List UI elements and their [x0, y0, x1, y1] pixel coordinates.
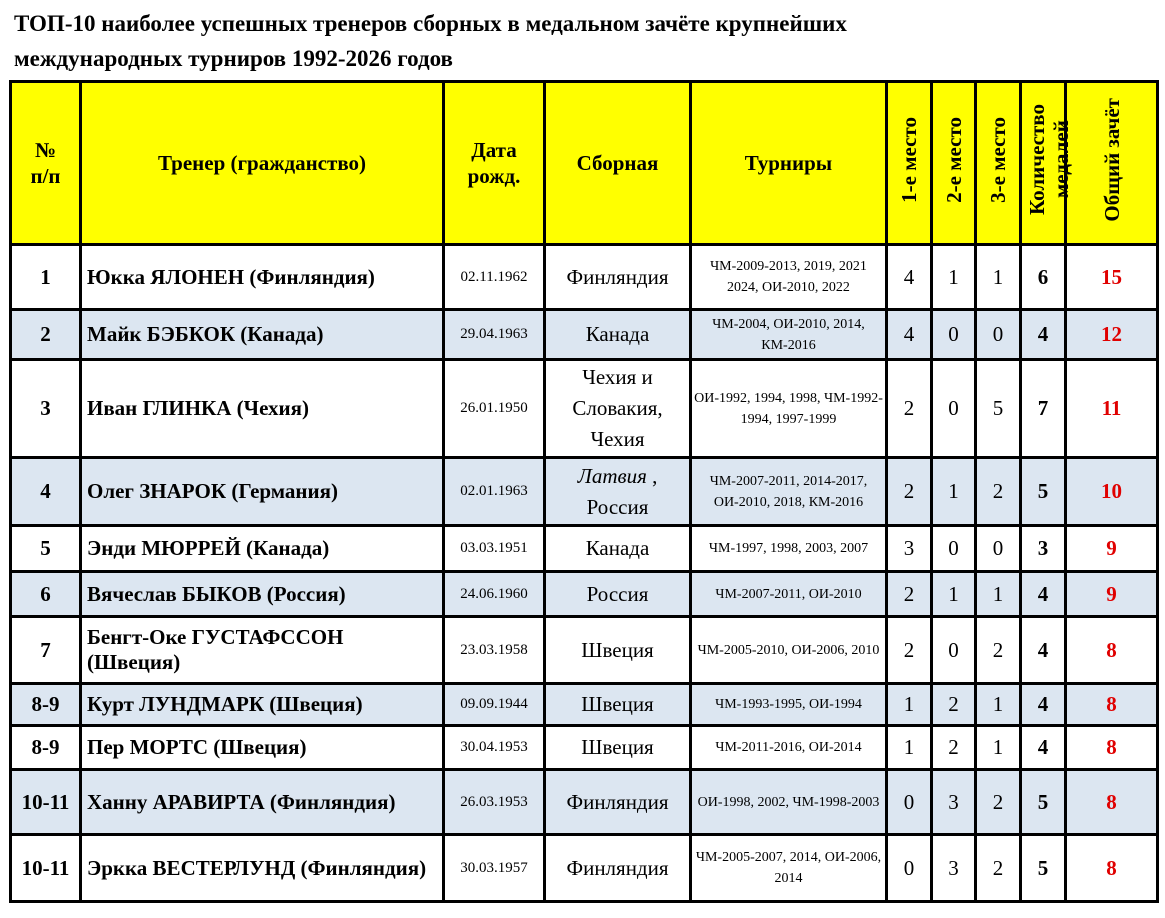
row-number: 6	[11, 572, 81, 617]
tournaments-list: ЧМ-2011-2016, ОИ-2014	[691, 726, 887, 770]
tournaments-list: ЧМ-2004, ОИ-2010, 2014, КМ-2016	[691, 310, 887, 360]
total-score: 8	[1066, 726, 1158, 770]
first-place-count: 4	[887, 245, 932, 310]
first-place-count: 2	[887, 617, 932, 684]
tournaments-list: ЧМ-2005-2007, 2014, ОИ-2006, 2014	[691, 835, 887, 902]
medal-count: 3	[1021, 526, 1066, 572]
second-place-count: 3	[932, 770, 976, 835]
third-place-count: 1	[976, 572, 1021, 617]
third-place-count: 1	[976, 684, 1021, 726]
tournaments-list: ЧМ-2007-2011, 2014-2017, ОИ-2010, 2018, КМ-2016	[691, 458, 887, 526]
row-number: 2	[11, 310, 81, 360]
total-score: 9	[1066, 572, 1158, 617]
first-place-count: 1	[887, 684, 932, 726]
birth-date: 24.06.1960	[444, 572, 545, 617]
birth-date: 30.03.1957	[444, 835, 545, 902]
row-number: 8-9	[11, 726, 81, 770]
tournaments-list: ОИ-1992, 1994, 1998, ЧМ-1992-1994, 1997-1999	[691, 360, 887, 458]
coach-name: Пер МОРТС (Швеция)	[81, 726, 444, 770]
tournaments-list: ЧМ-1997, 1998, 2003, 2007	[691, 526, 887, 572]
team-name: Латвия , Россия	[545, 458, 691, 526]
birth-date: 09.09.1944	[444, 684, 545, 726]
second-place-count: 2	[932, 684, 976, 726]
table-row	[11, 360, 1158, 458]
table-row	[11, 572, 1158, 617]
medal-count: 7	[1021, 360, 1066, 458]
first-place-count: 4	[887, 310, 932, 360]
team-name: Канада	[545, 526, 691, 572]
row-number: 5	[11, 526, 81, 572]
total-score: 8	[1066, 770, 1158, 835]
tournaments-list: ЧМ-2005-2010, ОИ-2006, 2010	[691, 617, 887, 684]
third-place-count: 5	[976, 360, 1021, 458]
coach-name: Иван ГЛИНКА (Чехия)	[81, 360, 444, 458]
tournaments-list: ОИ-1998, 2002, ЧМ-1998-2003	[691, 770, 887, 835]
table-row	[11, 835, 1158, 902]
first-place-count: 1	[887, 726, 932, 770]
header-team: Сборная	[545, 82, 691, 245]
third-place-count: 0	[976, 526, 1021, 572]
coach-name: Олег ЗНАРОК (Германия)	[81, 458, 444, 526]
table-row	[11, 526, 1158, 572]
second-place-count: 1	[932, 572, 976, 617]
header-tournaments: Турниры	[691, 82, 887, 245]
header-coach: Тренер (гражданство)	[81, 82, 444, 245]
medal-count: 5	[1021, 770, 1066, 835]
birth-date: 03.03.1951	[444, 526, 545, 572]
birth-date: 30.04.1953	[444, 726, 545, 770]
team-name: Канада	[545, 310, 691, 360]
table-row	[11, 684, 1158, 726]
second-place-count: 1	[932, 245, 976, 310]
third-place-count: 0	[976, 310, 1021, 360]
total-score: 15	[1066, 245, 1158, 310]
team-name: Россия	[545, 572, 691, 617]
row-number: 10-11	[11, 835, 81, 902]
first-place-count: 0	[887, 835, 932, 902]
coach-name: Майк БЭБКОК (Канада)	[81, 310, 444, 360]
tournaments-list: ЧМ-2009-2013, 2019, 2021 2024, ОИ-2010, 2022	[691, 245, 887, 310]
second-place-count: 0	[932, 360, 976, 458]
first-place-count: 0	[887, 770, 932, 835]
coach-name: Энди МЮРРЕЙ (Канада)	[81, 526, 444, 572]
team-name: Чехия и Словакия, Чехия	[545, 360, 691, 458]
table-row	[11, 617, 1158, 684]
medal-count: 6	[1021, 245, 1066, 310]
rankings-table	[9, 80, 1159, 903]
table-row	[11, 726, 1158, 770]
first-place-count: 2	[887, 360, 932, 458]
title-line-2: международных турниров 1992-2026 годов	[14, 46, 453, 71]
first-place-count: 2	[887, 572, 932, 617]
birth-date: 02.11.1962	[444, 245, 545, 310]
team-name: Финляндия	[545, 770, 691, 835]
total-score: 10	[1066, 458, 1158, 526]
team-name: Швеция	[545, 726, 691, 770]
medal-count: 5	[1021, 458, 1066, 526]
row-number: 10-11	[11, 770, 81, 835]
table-row	[11, 770, 1158, 835]
birth-date: 23.03.1958	[444, 617, 545, 684]
birth-date: 02.01.1963	[444, 458, 545, 526]
second-place-count: 1	[932, 458, 976, 526]
second-place-count: 0	[932, 526, 976, 572]
third-place-count: 2	[976, 770, 1021, 835]
header-num: № п/п	[11, 82, 81, 245]
birth-date: 26.03.1953	[444, 770, 545, 835]
coach-name: Ханну АРАВИРТА (Финляндия)	[81, 770, 444, 835]
header-row	[11, 82, 1158, 245]
row-number: 4	[11, 458, 81, 526]
medal-count: 4	[1021, 684, 1066, 726]
title-line-1: ТОП-10 наиболее успешных тренеров сборных в медальном зачёте крупнейших	[14, 11, 847, 36]
third-place-count: 1	[976, 245, 1021, 310]
second-place-count: 0	[932, 617, 976, 684]
tournaments-list: ЧМ-1993-1995, ОИ-1994	[691, 684, 887, 726]
team-name: Швеция	[545, 617, 691, 684]
third-place-count: 2	[976, 458, 1021, 526]
coach-name: Вячеслав БЫКОВ (Россия)	[81, 572, 444, 617]
total-score: 11	[1066, 360, 1158, 458]
table-row	[11, 310, 1158, 360]
coach-name: Курт ЛУНДМАРК (Швеция)	[81, 684, 444, 726]
second-place-count: 0	[932, 310, 976, 360]
header-second-place: 2-е место	[932, 82, 976, 245]
second-place-count: 3	[932, 835, 976, 902]
total-score: 9	[1066, 526, 1158, 572]
tournaments-list: ЧМ-2007-2011, ОИ-2010	[691, 572, 887, 617]
row-number: 8-9	[11, 684, 81, 726]
medal-count: 4	[1021, 617, 1066, 684]
third-place-count: 2	[976, 617, 1021, 684]
medal-count: 4	[1021, 726, 1066, 770]
third-place-count: 1	[976, 726, 1021, 770]
first-place-count: 3	[887, 526, 932, 572]
total-score: 8	[1066, 617, 1158, 684]
total-score: 8	[1066, 684, 1158, 726]
coach-name: Эркка ВЕСТЕРЛУНД (Финляндия)	[81, 835, 444, 902]
birth-date: 29.04.1963	[444, 310, 545, 360]
table-row	[11, 245, 1158, 310]
page-title	[14, 6, 1154, 76]
third-place-count: 2	[976, 835, 1021, 902]
header-medals: Количество медалей	[1021, 82, 1066, 245]
birth-date: 26.01.1950	[444, 360, 545, 458]
total-score: 8	[1066, 835, 1158, 902]
table-row	[11, 458, 1158, 526]
first-place-count: 2	[887, 458, 932, 526]
header-first-place: 1-е место	[887, 82, 932, 245]
coach-name: Бенгт-Оке ГУСТАФССОН (Швеция)	[81, 617, 444, 684]
coach-name: Юкка ЯЛОНЕН (Финляндия)	[81, 245, 444, 310]
team-name: Швеция	[545, 684, 691, 726]
header-third-place: 3-е место	[976, 82, 1021, 245]
row-number: 3	[11, 360, 81, 458]
total-score: 12	[1066, 310, 1158, 360]
second-place-count: 2	[932, 726, 976, 770]
medal-count: 4	[1021, 310, 1066, 360]
header-dob: Дата рожд.	[444, 82, 545, 245]
header-total: Общий зачёт	[1066, 82, 1158, 245]
team-name: Финляндия	[545, 835, 691, 902]
row-number: 1	[11, 245, 81, 310]
medal-count: 4	[1021, 572, 1066, 617]
team-name: Финляндия	[545, 245, 691, 310]
medal-count: 5	[1021, 835, 1066, 902]
row-number: 7	[11, 617, 81, 684]
